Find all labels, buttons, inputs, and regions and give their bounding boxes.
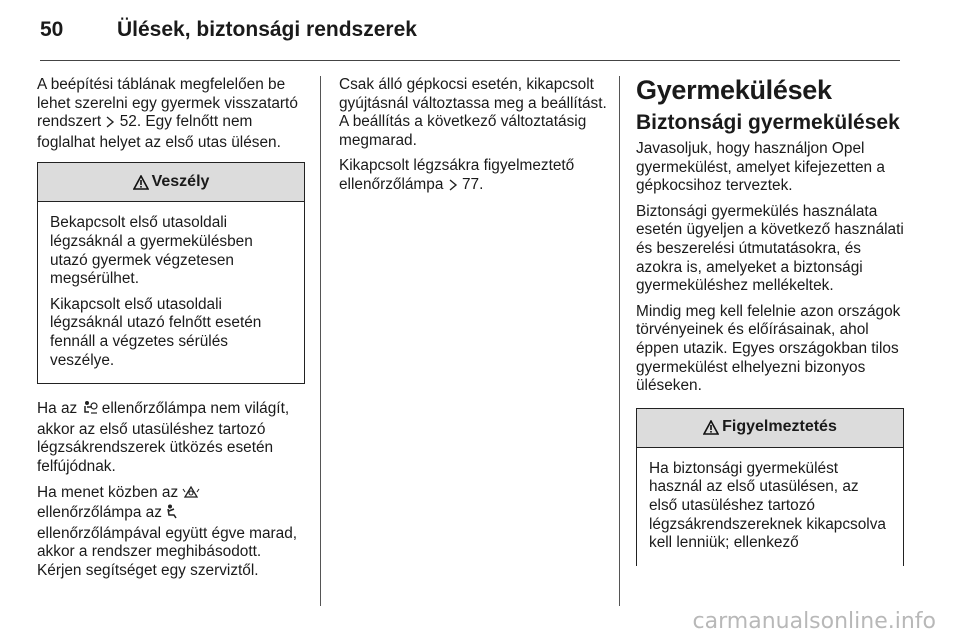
- warning-triangle-icon: [703, 420, 719, 435]
- setting-paragraph: Csak álló gépkocsi esetén, kikapcsolt gyújtásnál változtassa meg a beállítást. A beállítás a következő változtatásig megmarad.: [339, 76, 607, 149]
- page-title: Ülések, biztonsági rendszerek: [117, 18, 417, 41]
- warning-box-header: [637, 409, 903, 448]
- danger-text-2: Kikapcsolt első utasoldali légzsáknál utazó felnőtt esetén fennáll a végzetes sérülés veszélye.: [50, 295, 262, 369]
- danger-box-header: [38, 163, 304, 202]
- warning-lamp-paragraph: Kikapcsolt légzsákra figyelmeztető ellenőrzőlámpa 77.: [339, 157, 607, 196]
- column-left: [37, 76, 305, 587]
- column-middle: [339, 76, 607, 204]
- watermark: carmanualsonline.info: [692, 609, 936, 634]
- column-divider: [320, 76, 321, 606]
- section-heading: Gyermekülések: [636, 75, 832, 105]
- danger-box: [37, 162, 305, 384]
- danger-box-body: [38, 202, 304, 383]
- warning-text: Ha biztonsági gyermekülést használ az első utasülésen, az első utasüléshez tartozó légzsákrendszereknek kikapcsolva kell lenniük; ellenkező: [649, 459, 886, 552]
- legal-paragraph: Mindig meg kell felelnie azon országok törvényeinek és előírásainak, ahol éppen utazik. Egyes országokban tilos gyermekülést elhelyezni bizonyos üléseken.: [636, 302, 901, 395]
- column-right: [636, 76, 904, 582]
- airbag-warning-icon: [182, 485, 200, 505]
- recommendation-paragraph: Javasoljuk, hogy használjon Opel gyermekülést, amelyet kifejezetten a gépkocsihoz terveztek.: [636, 140, 885, 195]
- page-number: 50: [40, 18, 64, 41]
- airbag-off-icon: [82, 400, 98, 421]
- reference-arrow-icon: [105, 115, 115, 134]
- instructions-paragraph: Biztonsági gyermekülés használata esetén ügyeljen a következő használati és beszerelési útmutatásokra, és azokra is, amelyeket a biztonsági gyermeküléshez mellékeltek.: [636, 202, 904, 295]
- danger-text-1: Bekapcsolt első utasoldali légzsáknál a gyermekülésben utazó gyermek végzetesen megsérülhet.: [50, 214, 253, 288]
- page-header: [40, 18, 920, 48]
- column-divider: [619, 76, 620, 606]
- intro-paragraph: A beépítési táblának megfelelően be lehet szerelni egy gyermek visszatartó rendszert 52. Egy felnőtt nem foglalhat helyet az első utas ülésen.: [37, 76, 298, 151]
- reference-arrow-icon: [448, 178, 458, 197]
- warning-triangle-icon: [133, 175, 149, 190]
- malfunction-paragraph: Ha menet közben az ellenőrzőlámpa az ellenőrzőlámpával együtt égve marad, akkor a rendszer meghibásodott. Kérjen segítséget egy szerviztől.: [37, 483, 298, 579]
- seat-airbag-icon: [166, 504, 178, 525]
- header-rule: [40, 60, 900, 61]
- subsection-heading: Biztonsági gyermekülések: [636, 111, 900, 134]
- warning-title: Figyelmeztetés: [722, 418, 837, 436]
- warning-box-body: [637, 448, 903, 566]
- danger-title: Veszély: [151, 173, 210, 191]
- airbag-lamp-paragraph: Ha az ellenőrzőlámpa nem világít, akkor az első utasüléshez tartozó légzsákrendszerek ütközés esetén felfújódnak.: [37, 400, 290, 475]
- warning-box: [636, 408, 904, 566]
